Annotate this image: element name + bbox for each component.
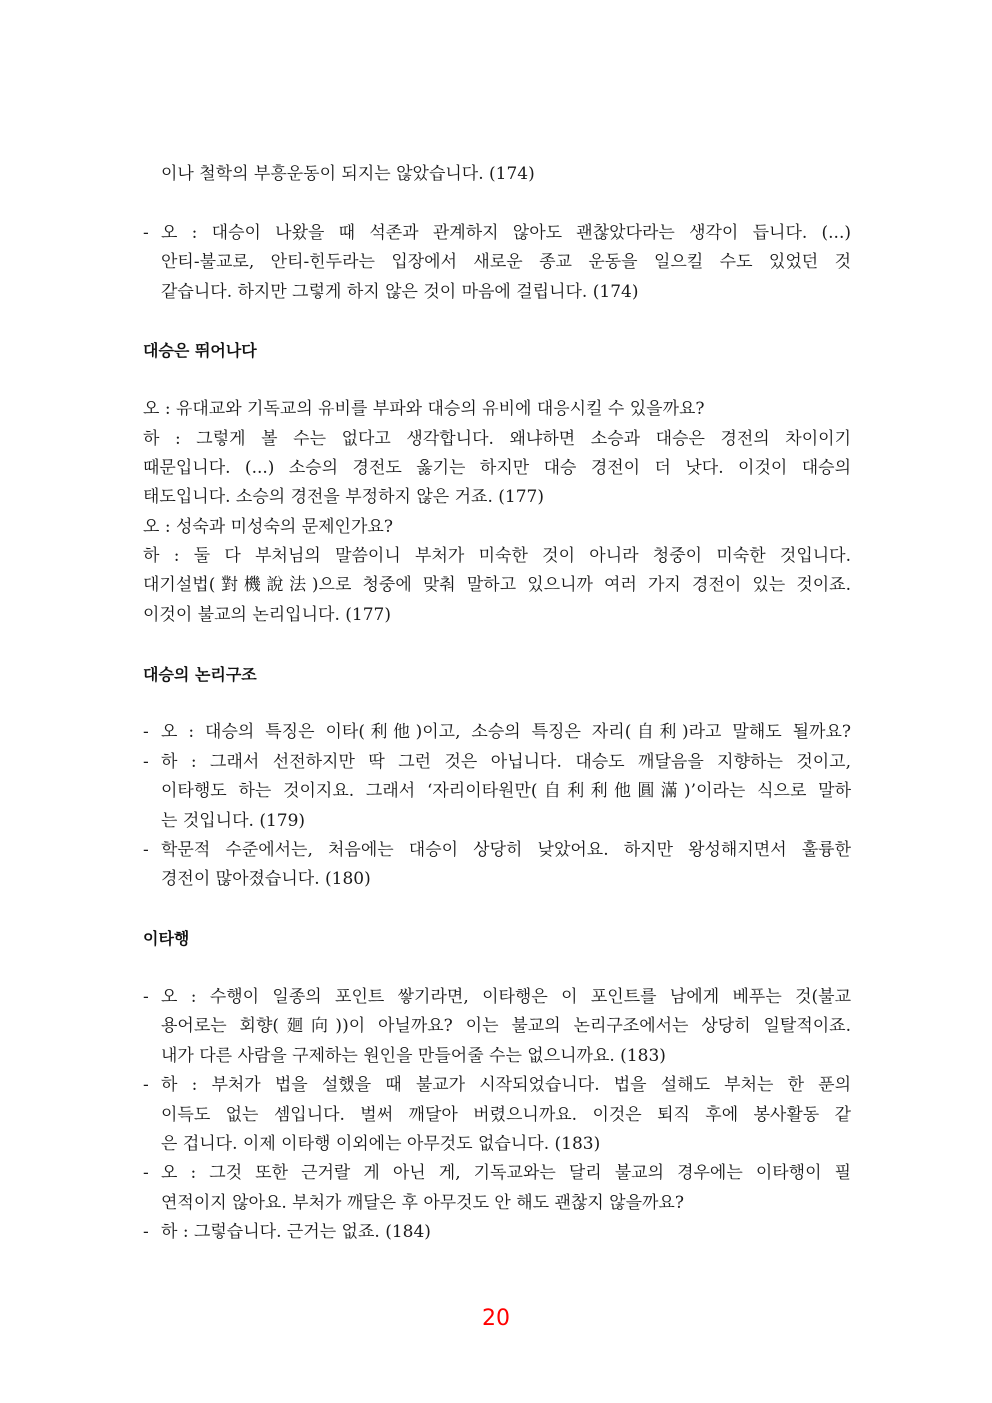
spacer bbox=[143, 895, 851, 924]
text-line: 는 것입니다. (179) bbox=[161, 810, 306, 831]
page-number: 20 bbox=[482, 1306, 510, 1331]
text-line bbox=[143, 983, 851, 1012]
text-span: 오 : 대승이 나왔을 때 석존과 관계하지 않아도 괜찮았다라는 생각이 듭니다. (...) bbox=[161, 222, 851, 243]
text-line bbox=[143, 718, 851, 747]
text-line: 이나 철학의 부흥운동이 되지는 않았습니다. (174) bbox=[161, 164, 535, 184]
text-span: 오 : 대승의 특징은 이타(利他)이고, 소승의 특징은 자리(自利)라고 말해도 될까요? bbox=[161, 722, 851, 743]
text-span: 하 : 그렇습니다. 근거는 없죠. (184) bbox=[161, 1222, 431, 1243]
section-heading: 대승의 논리구조 bbox=[143, 664, 257, 684]
text-line: 대기설법(對機說法)으로 청중에 맞춰 말하고 있으니까 여러 가지 경전이 있는 것이죠. bbox=[143, 575, 851, 596]
spacer bbox=[143, 189, 851, 218]
text-line: 이타행도 하는 것이지요. 그래서 ‘자리이타원만(自利利他圓滿)’이라는 식으로 말하 bbox=[161, 781, 851, 802]
text-span: 하 : 그래서 선전하지만 딱 그런 것은 아닙니다. 대승도 깨달음을 지향하는 것이고, bbox=[161, 751, 851, 772]
text-line: 연적이지 않아요. 부처가 깨달은 후 아무것도 안 해도 괜찮지 않을까요? bbox=[161, 1192, 684, 1213]
text-line: 하 : 둘 다 부처님의 말씀이니 부처가 미숙한 것이 아니라 청중이 미숙한 것입니다. bbox=[143, 546, 851, 567]
spacer bbox=[143, 307, 851, 336]
bullet-dash: - bbox=[143, 751, 149, 772]
section-heading: 이타행 bbox=[143, 929, 190, 949]
text-line bbox=[143, 1071, 851, 1100]
document-body bbox=[143, 160, 851, 1247]
text-span: 학문적 수준에서는, 처음에는 대승이 상당히 낮았어요. 하지만 왕성해지면서 훌륭한 bbox=[161, 839, 851, 860]
spacer bbox=[143, 630, 851, 659]
text-line: 경전이 많아졌습니다. (180) bbox=[161, 869, 371, 890]
text-span: 하 : 부처가 법을 설했을 때 불교가 시작되었습니다. 법을 설해도 부처는 한 푼의 bbox=[161, 1075, 851, 1096]
bullet-dash: - bbox=[143, 1075, 149, 1096]
text-line bbox=[143, 748, 851, 777]
bullet-dash: - bbox=[143, 722, 149, 743]
text-line bbox=[143, 836, 851, 865]
text-span: 오 : 수행이 일종의 포인트 쌓기라면, 이타행은 이 포인트를 남에게 베푸는 것(불교 bbox=[161, 986, 851, 1007]
list-item bbox=[143, 836, 851, 895]
list-item bbox=[143, 1071, 851, 1159]
spacer bbox=[143, 954, 851, 983]
text-line: 같습니다. 하지만 그렇게 하지 않은 것이 마음에 걸립니다. (174) bbox=[161, 281, 639, 302]
bullet-dash: - bbox=[143, 222, 149, 243]
section-heading: 대승은 뛰어나다 bbox=[143, 341, 257, 361]
text-line: 내가 다른 사람을 구제하는 원인을 만들어줄 수는 없으니까요. (183) bbox=[161, 1045, 666, 1066]
bullet-dash: - bbox=[143, 1163, 149, 1184]
text-line: 오 : 성숙과 미성숙의 문제인가요? bbox=[143, 516, 393, 537]
bullet-dash: - bbox=[143, 986, 149, 1007]
bullet-dash: - bbox=[143, 1222, 149, 1243]
list-item bbox=[143, 748, 851, 836]
text-line bbox=[143, 1218, 851, 1247]
spacer bbox=[143, 366, 851, 395]
text-span: 오 : 그것 또한 근거랄 게 아닌 게, 기독교와는 달리 불교의 경우에는 이타행이 필 bbox=[161, 1163, 851, 1184]
list-item bbox=[143, 718, 851, 747]
spacer bbox=[143, 689, 851, 718]
list-item bbox=[143, 983, 851, 1071]
text-line: 이것이 불교의 논리입니다. (177) bbox=[143, 604, 391, 625]
text-line: 안티-불교로, 안티-힌두라는 입장에서 새로운 종교 운동을 일으킬 수도 있었던 것 bbox=[161, 252, 851, 273]
bullet-dash: - bbox=[143, 839, 149, 860]
list-item-continuation bbox=[143, 160, 851, 189]
text-line: 때문입니다. (...) 소승의 경전도 옳기는 하지만 대승 경전이 더 낫다. 이것이 대승의 bbox=[143, 457, 851, 478]
list-item bbox=[143, 1218, 851, 1247]
text-line bbox=[143, 219, 851, 248]
list-item bbox=[143, 219, 851, 307]
text-line bbox=[143, 1159, 851, 1188]
text-line: 오 : 유대교와 기독교의 유비를 부파와 대승의 유비에 대응시킬 수 있을까요? bbox=[143, 399, 705, 420]
text-line: 태도입니다. 소승의 경전을 부정하지 않은 거죠. (177) bbox=[143, 487, 544, 508]
text-line: 이득도 없는 셈입니다. 벌써 깨달아 버렸으니까요. 이것은 퇴직 후에 봉사활동 같 bbox=[161, 1104, 851, 1125]
text-line: 하 : 그렇게 볼 수는 없다고 생각합니다. 왜냐하면 소승과 대승은 경전의 차이이기 bbox=[143, 428, 851, 449]
list-item bbox=[143, 1159, 851, 1218]
dialogue-paragraph bbox=[143, 395, 851, 630]
text-line: 은 겁니다. 이제 이타행 이외에는 아무것도 없습니다. (183) bbox=[161, 1133, 601, 1154]
text-line: 용어로는 회향(廻向))이 아닐까요? 이는 불교의 논리구조에서는 상당히 일탈적이죠. bbox=[161, 1016, 851, 1037]
